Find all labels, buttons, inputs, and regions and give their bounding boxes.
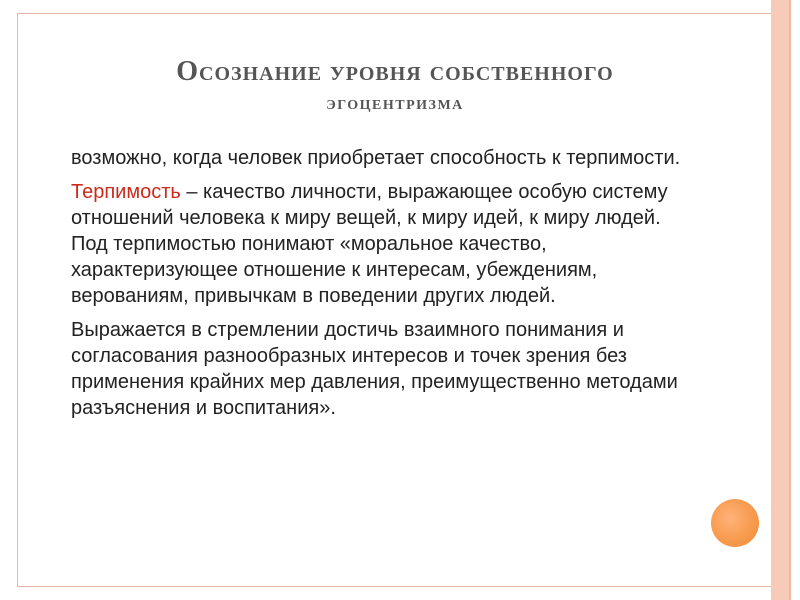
term-highlight: Терпимость bbox=[71, 181, 181, 203]
paragraph-2-text: – качество личности, выражающее особую систему отношений человека к миру вещей, к миру идей, к миру людей. Под терпимостью понимают «моральное качество, характеризующее отношение к интересам, убеждениям, верованиям, привычкам в поведении других людей. bbox=[71, 181, 668, 307]
paragraph-1: возможно, когда человек приобретает способность к терпимости. bbox=[71, 147, 681, 169]
paragraph-2 bbox=[71, 179, 696, 309]
decorative-side-line bbox=[789, 0, 791, 600]
decorative-side-bar bbox=[771, 0, 789, 600]
decorative-orange-circle bbox=[711, 499, 759, 547]
slide-body bbox=[71, 145, 696, 429]
title-line-1: Осознание уровня собственного bbox=[176, 56, 614, 87]
paragraph-3: Выражается в стремлении достичь взаимного понимания и согласования разнообразных интересов и точек зрения без применения крайних мер давления, преимущественно методами разъяснения и воспитания». bbox=[71, 319, 678, 419]
title-line-2: эгоцентризма bbox=[326, 92, 464, 114]
slide-title bbox=[95, 55, 695, 117]
